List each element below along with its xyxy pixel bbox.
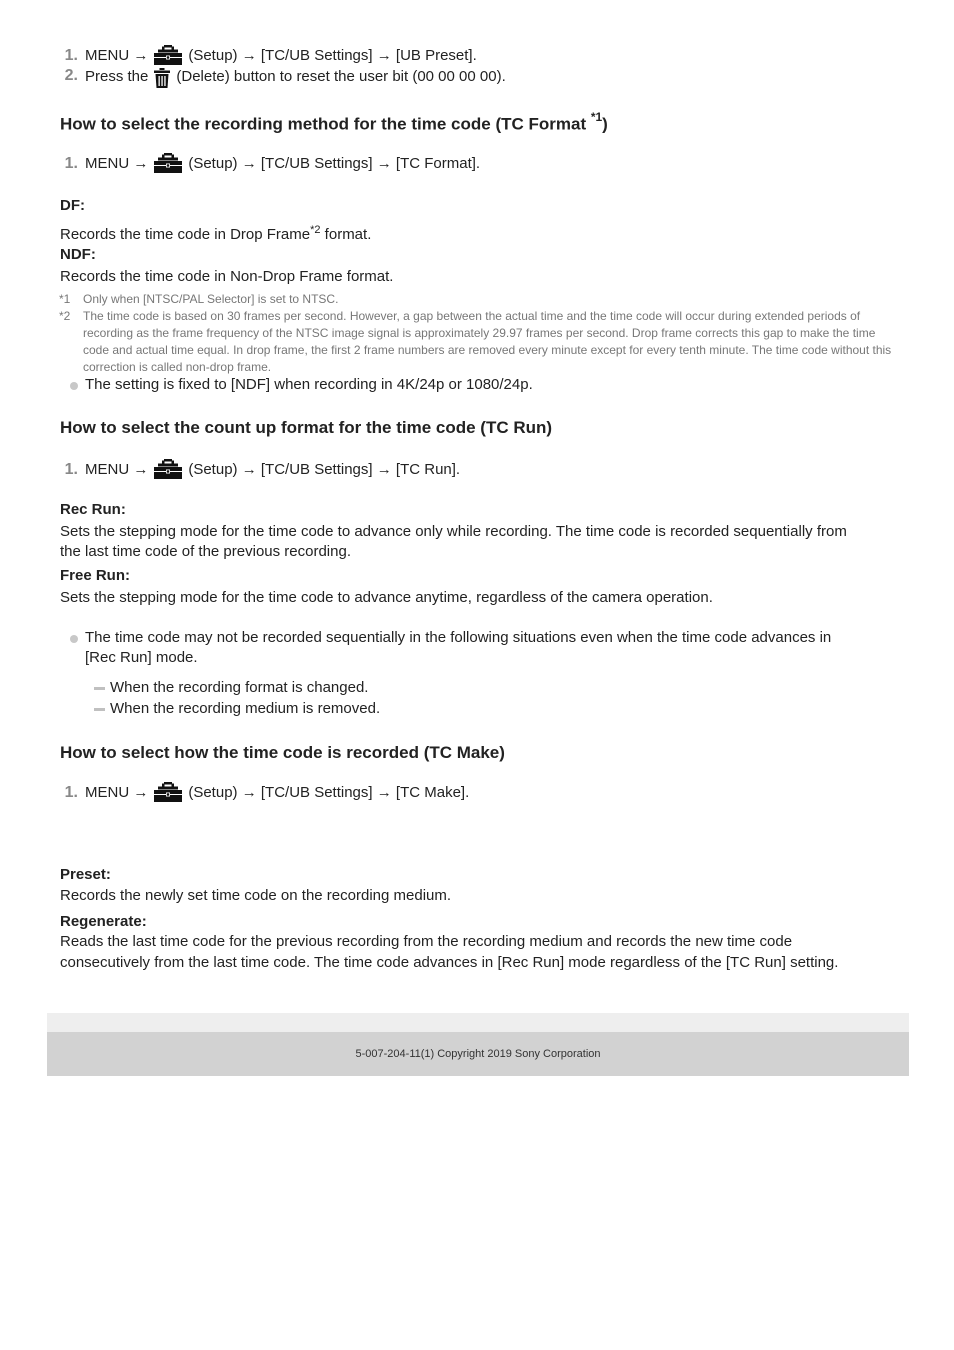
toolbox-icon (154, 782, 182, 802)
footnote-ref: *1 (590, 110, 603, 124)
dash-marker (94, 687, 105, 690)
step-ub-preset-menu (85, 46, 477, 66)
option-label-free-run: Free Run: (60, 567, 131, 584)
step-tc-format-menu (85, 154, 480, 174)
footnote-text: The time code is based on 30 frames per second. However, a gap between the actual time and the time code will occur during extended periods of recording as the frame frequency of the NTSC image signal is approximately 29.97 frames per second. Drop frame corrects this gap to make the time code and actual time equal. In drop frame, the first 2 frame numbers are removed every minute except for every tenth minute. The time code without this correction is called non-drop frame. (83, 309, 892, 374)
step-text-post: (Setup) → [TC/UB Settings] → [UB Preset]. (188, 47, 477, 64)
option-desc-regenerate-line2: consecutively from the last time code. The time code advances in [Rec Run] mode regardless of the [TC Run] setting. (60, 954, 839, 971)
step-number: 2. (64, 67, 78, 84)
step-text-post: (Setup) → [TC/UB Settings] → [TC Run]. (188, 461, 461, 478)
note-bullet-text-line1: The time code may not be recorded sequentially in the following situations even when the time code advances in (85, 629, 832, 646)
option-desc-rec-run-line1: Sets the stepping mode for the time code to advance only while recording. The time code is recorded sequentially from (60, 523, 847, 540)
step-text-post: (Setup) → [TC/UB Settings] → [TC Format]. (188, 155, 481, 172)
section-heading-tc-make: How to select how the time code is recorded (TC Make) (60, 743, 505, 762)
footer-copyright: 5-007-204-11(1) Copyright 2019 Sony Corporation (47, 1032, 909, 1076)
option-desc-rec-run-line2: the last time code of the previous recording. (60, 543, 351, 560)
step-number: 1. (64, 47, 78, 64)
sub-list-item: When the recording medium is removed. (110, 700, 381, 717)
desc-text: Records the time code in Drop Frame (60, 226, 311, 243)
toolbox-icon (154, 153, 182, 173)
heading-text: How to select the recording method for the time code (TC Format (60, 114, 591, 134)
step-text-pre: MENU → (85, 784, 149, 801)
step-text-pre: MENU → (85, 155, 149, 172)
option-desc-regenerate-line1: Reads the last time code for the previous recording from the recording medium and records the new time code (60, 933, 793, 950)
footnote-ref: *2 (310, 224, 321, 236)
note-bullet-text: The setting is fixed to [NDF] when recording in 4K/24p or 1080/24p. (85, 376, 533, 393)
option-desc-ndf: Records the time code in Non-Drop Frame format. (60, 268, 394, 285)
bullet-dot (70, 382, 78, 390)
option-label-ndf: NDF: (60, 246, 96, 263)
footer-top-band (47, 1013, 909, 1032)
note-bullet-text-line2: [Rec Run] mode. (85, 649, 198, 666)
trash-icon (154, 68, 170, 88)
option-label-regenerate: Regenerate: (60, 913, 147, 930)
step-number: 1. (64, 155, 78, 172)
toolbox-icon (154, 459, 182, 479)
option-desc-free-run: Sets the stepping mode for the time code to advance anytime, regardless of the camera operation. (60, 589, 713, 606)
footnote (59, 291, 899, 308)
footnote-mark: *1 (59, 292, 71, 306)
step-tc-run-menu (85, 460, 460, 480)
sub-list-item: When the recording format is changed. (110, 679, 369, 696)
step-text-pre: MENU → (85, 461, 149, 478)
option-label-preset: Preset: (60, 866, 111, 883)
option-desc-df (60, 220, 371, 245)
step-tc-make-menu (85, 783, 469, 803)
option-label-rec-run: Rec Run: (60, 501, 126, 518)
step-text-pre: MENU → (85, 47, 149, 64)
option-label-df: DF: (60, 197, 85, 214)
step-text-post: (Delete) button to reset the user bit (00 00 00 00). (176, 68, 506, 85)
step-ub-preset-delete (85, 67, 506, 87)
option-desc-preset: Records the newly set time code on the recording medium. (60, 887, 452, 904)
step-number: 1. (64, 784, 78, 801)
toolbox-icon (154, 45, 182, 65)
section-heading-tc-format (60, 112, 608, 135)
heading-text-end: ) (602, 114, 608, 134)
footnote-text: Only when [NTSC/PAL Selector] is set to NTSC. (83, 292, 339, 306)
dash-marker (94, 708, 105, 711)
footnote (59, 308, 899, 376)
step-text-pre: Press the (85, 68, 149, 85)
section-heading-tc-run: How to select the count up format for the time code (TC Run) (60, 418, 553, 437)
desc-text-end: format. (320, 226, 372, 243)
step-number: 1. (64, 461, 78, 478)
step-text-post: (Setup) → [TC/UB Settings] → [TC Make]. (188, 784, 470, 801)
footnote-mark: *2 (59, 309, 71, 323)
bullet-dot (70, 635, 78, 643)
